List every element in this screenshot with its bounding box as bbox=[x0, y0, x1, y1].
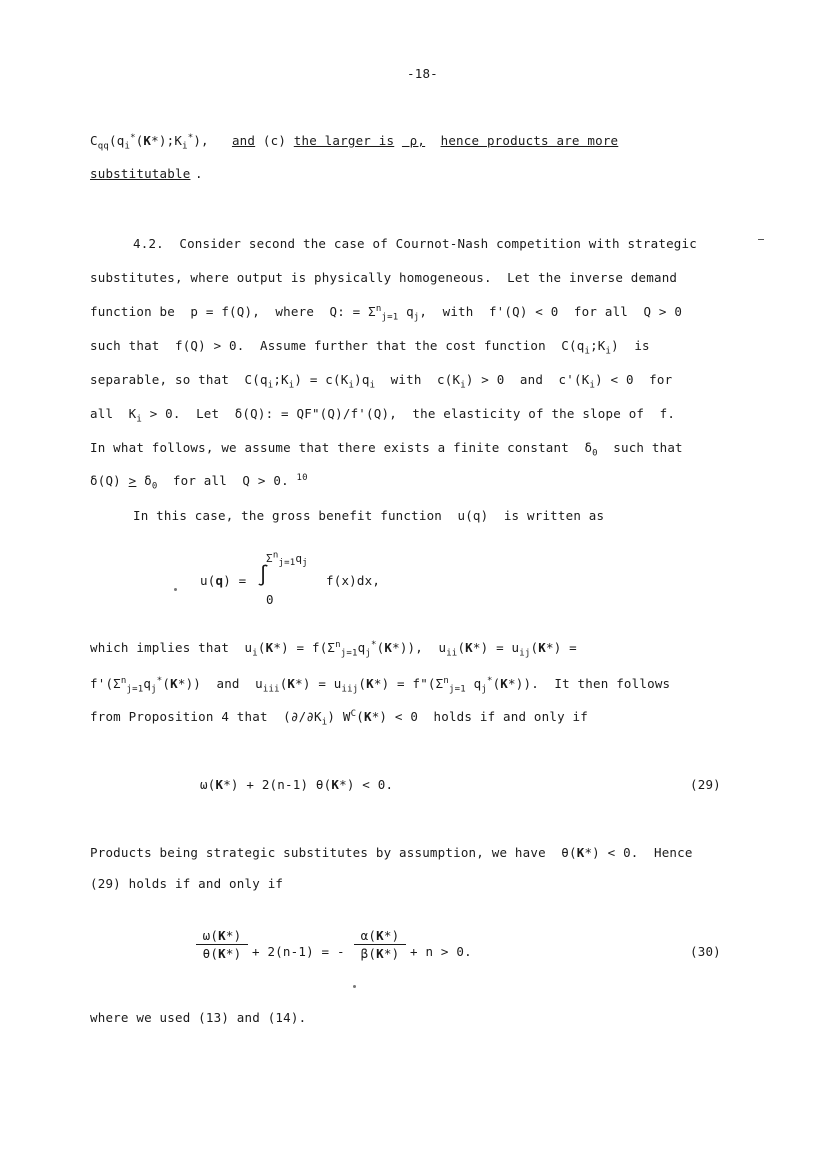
text-line-6: such that f(Q) > 0. Assume further that the cost function $C(q_i;K_i)$ is bbox=[90, 338, 650, 357]
scan-speck bbox=[174, 588, 177, 591]
equation-30-label: (30) bbox=[690, 944, 721, 959]
text-line-12: which implies that $u_i(K*) = f(\Sigma^n_{j=1}q_j^*(K*))$, $u_{ii}(K*) = u_{ij}(K*)$ = bbox=[90, 639, 577, 659]
integral-lower-limit: 0 bbox=[266, 592, 274, 607]
equation-30-fraction-right: $\frac{\alpha(K*)}{\beta(K*)}$ bbox=[354, 928, 406, 961]
text-line-2-period: . bbox=[195, 166, 203, 181]
text-line-13: $f'(\Sigma^n_{j=1}q_j^*(K*))$ and $u_{iii}(K*) = u_{iij}(K*)$ = $f"(\Sigma^n_{j=1}$ $q_j^*(K*)$). It then follows bbox=[90, 675, 671, 695]
text-line-3: 4.2. Consider second the case of Cournot-Nash competition with strategic bbox=[133, 236, 697, 251]
equation-30-tail: + n > 0. bbox=[410, 944, 472, 959]
text-line-1: $C_{qq}(q_i^*(K*);K_i^*)$, and (c) the larger is ρ, hence products are more bbox=[90, 132, 619, 152]
text-line-7: separable, so that $C(q_i;K_i) = c(K_i)q_i$ with $c(K_i) > 0$ and $c'(K_i) < 0$ for bbox=[90, 372, 673, 391]
equation-30-middle: + 2(n-1) = - bbox=[252, 944, 345, 959]
text-line-17: where we used (13) and (14). bbox=[90, 1010, 307, 1025]
text-line-9: In what follows, we assume that there exists a finite constant $\delta_0$ such that bbox=[90, 440, 683, 459]
text-line-10: $\delta(Q) > \delta_0$ for all Q > 0. $^{10}$ bbox=[90, 472, 308, 492]
text-line-2: substitutable bbox=[90, 166, 191, 181]
equation-29: ω(K*) + 2(n-1) θ(K*) < 0. bbox=[200, 777, 394, 792]
page-number: -18- bbox=[407, 66, 438, 81]
text-line-11: In this case, the gross benefit function u(q) is written as bbox=[133, 508, 605, 523]
integral-integrand: f(x)dx, bbox=[326, 573, 381, 588]
footnote-mark: 10 bbox=[296, 472, 308, 483]
text-line-15: Products being strategic substitutes by assumption, we have θ(K*) < 0. Hence bbox=[90, 845, 693, 860]
text-line-14: from Proposition 4 that $(\partial/\partial K_i) W^C(K*) < 0$ holds if and only if bbox=[90, 708, 589, 728]
equation-29-label: (29) bbox=[690, 777, 721, 792]
scan-speck bbox=[353, 985, 356, 988]
text-line-5: function be p = f(Q), where Q: = $\Sigma^n_{j=1}$ $q_j$, with f'(Q) < 0 for all Q > 0 bbox=[90, 303, 683, 323]
text-line-16: (29) holds if and only if bbox=[90, 876, 284, 891]
integral-lhs: u(q) = bbox=[200, 573, 247, 588]
integral-sign: ∫ bbox=[257, 563, 270, 587]
integral-upper-limit: $\Sigma^n_{j=1}q_j$ bbox=[266, 550, 308, 569]
text-line-4: substitutes, where output is physically homogeneous. Let the inverse demand bbox=[90, 270, 678, 285]
equation-30-fraction-left: $\frac{\omega(K*)}{\theta(K*)}$ bbox=[196, 928, 248, 961]
margin-mark bbox=[758, 239, 764, 240]
text-line-8: all $K_i > 0$. Let δ(Q): = QF"(Q)/f'(Q), the elasticity of the slope of f. bbox=[90, 406, 676, 425]
